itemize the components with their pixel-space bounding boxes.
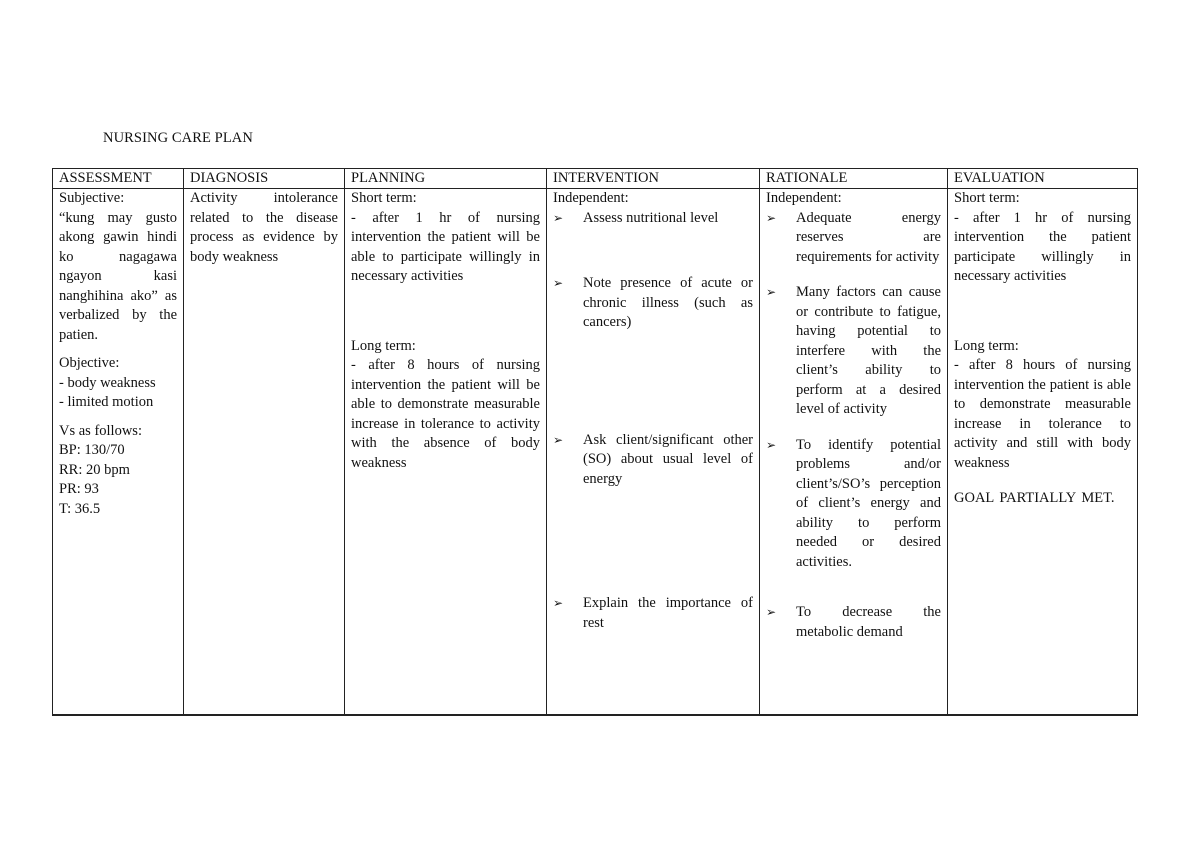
column-header-rationale: RATIONALE: [760, 169, 948, 189]
intervention-cell: [547, 189, 760, 716]
vital-sign-pr: PR: 93: [59, 481, 99, 497]
column-header-diagnosis: DIAGNOSIS: [184, 169, 345, 189]
intervention-label: Independent:: [553, 190, 629, 206]
subjective-text: “kung may gusto akong gawin hindi ko nagagawa ngayon kasi nanghihina ako” as verbalized by the patien.: [59, 209, 177, 343]
eval-long-term-label: Long term:: [954, 337, 1019, 354]
rationale-cell: [760, 189, 948, 716]
rationale-item: ➢ Adequate energy reserves are requirements for activity: [766, 209, 941, 265]
intervention-item: ➢ Note presence of acute or chronic illness (such as cancers): [553, 275, 753, 330]
objective-item: - limited motion: [59, 394, 154, 410]
table-row: [53, 189, 1138, 716]
arrowhead-bullet-icon: ➢: [766, 210, 777, 225]
table-header-row: [53, 169, 1138, 189]
arrowhead-bullet-icon: ➢: [766, 605, 777, 619]
long-term-goal: - after 8 hours of nursing intervention the patient will be able to demonstrate measurable increase in tolerance to activity with the absence of body weakness: [351, 357, 540, 471]
diagnosis-cell: [184, 189, 345, 716]
objective-label: Objective:: [59, 355, 120, 371]
intervention-item: ➢ Ask client/significant other (SO) about usual level of energy: [553, 431, 753, 487]
arrowhead-bullet-icon: ➢: [553, 596, 564, 610]
arrowhead-bullet-icon: ➢: [766, 437, 777, 452]
short-term-goal: - after 1 hr of nursing intervention the patient will be able to participate willingly in necessary activities: [351, 209, 540, 284]
column-header-evaluation: EVALUATION: [948, 169, 1138, 189]
short-term-label: Short term:: [351, 190, 417, 206]
page-title: NURSING CARE PLAN: [103, 130, 253, 146]
intervention-item: ➢ Assess nutritional level: [553, 209, 753, 229]
rationale-item: ➢ To identify potential problems and/or client’s/SO’s perception of client’s energy and ability to perform needed or desired activities.: [766, 436, 941, 570]
intervention-item: ➢ Explain the importance of rest: [553, 595, 753, 631]
assessment-cell: [53, 189, 184, 716]
eval-short-term-label: Short term:: [954, 190, 1020, 206]
evaluation-cell: [948, 189, 1138, 716]
eval-short-term-text: - after 1 hr of nursing intervention the patient participate willingly in necessary activities: [954, 209, 1131, 284]
vital-sign-bp: BP: 130/70: [59, 442, 125, 458]
diagnosis-text: Activity intolerance related to the disease process as evidence by body weakness: [190, 190, 338, 265]
nursing-care-plan-table: [52, 168, 1138, 716]
rationale-item: ➢ To decrease the metabolic demand: [766, 604, 941, 640]
long-term-label: Long term:: [351, 337, 416, 354]
subjective-label: Subjective:: [59, 190, 125, 206]
column-header-planning: PLANNING: [345, 169, 547, 189]
planning-cell: [345, 189, 547, 716]
objective-item: - body weakness: [59, 374, 156, 391]
vital-sign-rr: RR: 20 bpm: [59, 461, 130, 478]
rationale-item: ➢ Many factors can cause or contribute to fatigue, having potential to interfere with the client’s ability to perform at a desired level of activity: [766, 284, 941, 417]
vital-sign-temp: T: 36.5: [59, 500, 101, 517]
column-header-assessment: ASSESSMENT: [53, 169, 184, 189]
arrowhead-bullet-icon: ➢: [553, 210, 564, 225]
arrowhead-bullet-icon: ➢: [553, 432, 564, 447]
goal-status: GOAL PARTIALLY MET.: [954, 490, 1115, 506]
eval-long-term-text: - after 8 hours of nursing intervention the patient is able to demonstrate measurable increase in tolerance to activity and still with body weakness: [954, 357, 1131, 471]
arrowhead-bullet-icon: ➢: [766, 285, 777, 299]
vitals-label: Vs as follows:: [59, 422, 142, 439]
rationale-label: Independent:: [766, 190, 842, 206]
arrowhead-bullet-icon: ➢: [553, 276, 564, 290]
column-header-intervention: INTERVENTION: [547, 169, 760, 189]
